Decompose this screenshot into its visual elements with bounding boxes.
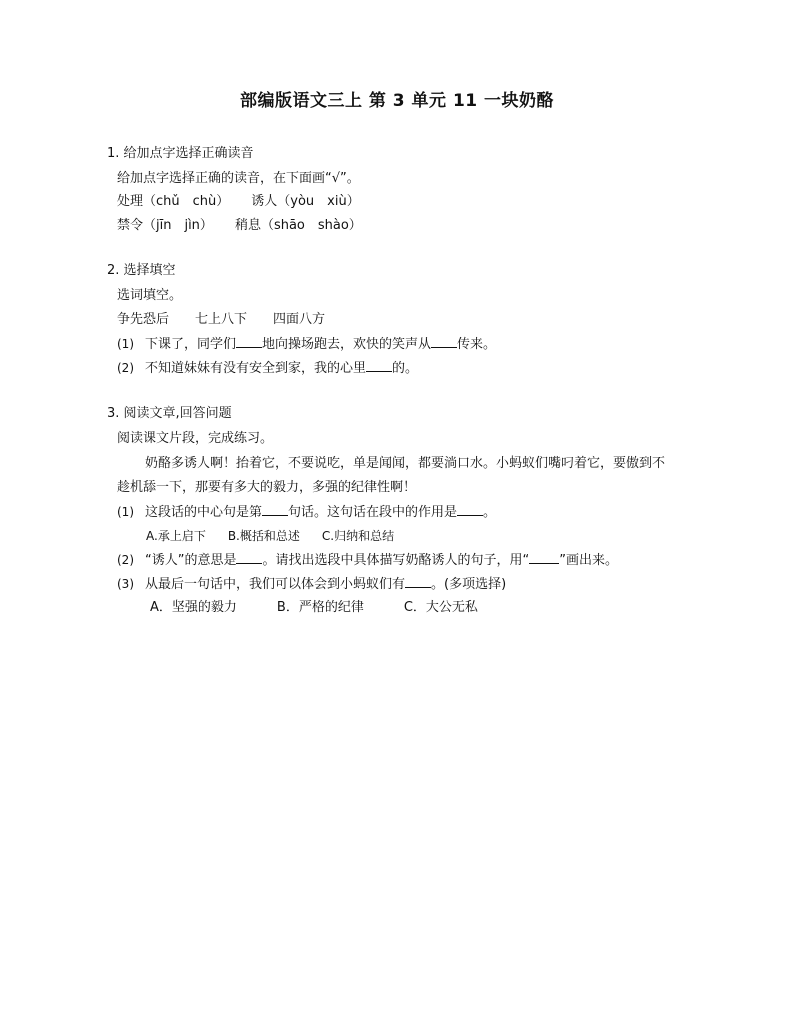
- section2-heading: 2. 选择填空: [107, 263, 176, 278]
- option-a[interactable]: A.承上启下: [146, 529, 206, 543]
- option-c[interactable]: C．大公无私: [403, 600, 478, 615]
- pinyin-choice-shaoxi: 稍息（shāo shào）: [234, 218, 362, 233]
- pinyin-choice-chuli: 处理（chǔ chù）: [117, 194, 230, 209]
- section1-row1: [117, 193, 360, 211]
- reading-question-1-options: [146, 527, 394, 545]
- answer-blank[interactable]: [431, 335, 457, 348]
- option-b[interactable]: B．严格的纪律: [276, 600, 364, 615]
- question-number: (2): [117, 553, 134, 567]
- pinyin-choice-jinling: 禁令（jīn jìn）: [117, 218, 213, 233]
- passage-line-1: 奶酪多诱人啊！抬着它，不要说吃，单是闻闻，都要淌口水。小蚂蚁们嘴叼着它，要傲到不: [145, 456, 666, 471]
- answer-blank[interactable]: [405, 575, 431, 588]
- section2-instruction: 选词填空。: [117, 288, 183, 303]
- answer-blank[interactable]: [236, 551, 262, 564]
- question-number: (1): [117, 505, 134, 519]
- section1-heading: 1. 给加点字选择正确读音: [107, 146, 254, 161]
- fill-question-2: (2) 不知道妹妹有没有安全到家，我的心里 的。: [117, 361, 419, 376]
- question-number: (1): [117, 337, 134, 351]
- question-number: (3): [117, 577, 134, 591]
- word-option-1: 争先恐后: [117, 312, 170, 327]
- answer-blank[interactable]: [366, 359, 392, 372]
- answer-blank[interactable]: [262, 503, 288, 516]
- reading-question-3: (3) 从最后一句话中，我们可以体会到小蚂蚁们有 。(多项选择): [117, 577, 507, 592]
- question-number: (2): [117, 361, 134, 375]
- option-b[interactable]: B.概括和总述: [227, 529, 300, 543]
- pinyin-choice-youren: 诱人（yòu xiù）: [251, 194, 360, 209]
- answer-blank[interactable]: [457, 503, 483, 516]
- reading-question-1: (1) 这段话的中心句是第 句话。这句话在段中的作用是 。: [117, 505, 497, 520]
- reading-question-2: (2) “诱人”的意思是 。请找出选段中具体描写奶酪诱人的句子，用“ ”画出来。: [117, 553, 618, 568]
- word-option-3: 四面八方: [273, 312, 326, 327]
- fill-question-1: (1) 下课了，同学们 地向操场跑去，欢快的笑声从 传来。: [117, 337, 497, 352]
- section1-instruction: 给加点字选择正确的读音，在下面画“√”。: [117, 171, 360, 186]
- option-c[interactable]: C.归纳和总结: [321, 529, 395, 543]
- reading-question-3-options: [150, 599, 478, 617]
- word-option-2: 七上八下: [195, 312, 248, 327]
- word-bank: [117, 311, 325, 329]
- section1-row2: [117, 217, 362, 235]
- answer-blank[interactable]: [236, 335, 262, 348]
- page-title: 部编版语文三上 第 3 单元 11 一块奶酪: [239, 91, 555, 111]
- section3-instruction: 阅读课文片段，完成练习。: [117, 431, 274, 446]
- section3-heading: 3. 阅读文章,回答问题: [107, 406, 232, 421]
- underline-sample: [529, 551, 559, 564]
- passage-line-2: 趁机舔一下，那要有多大的毅力，多强的纪律性啊！: [117, 480, 417, 495]
- option-a[interactable]: A．坚强的毅力: [150, 600, 237, 615]
